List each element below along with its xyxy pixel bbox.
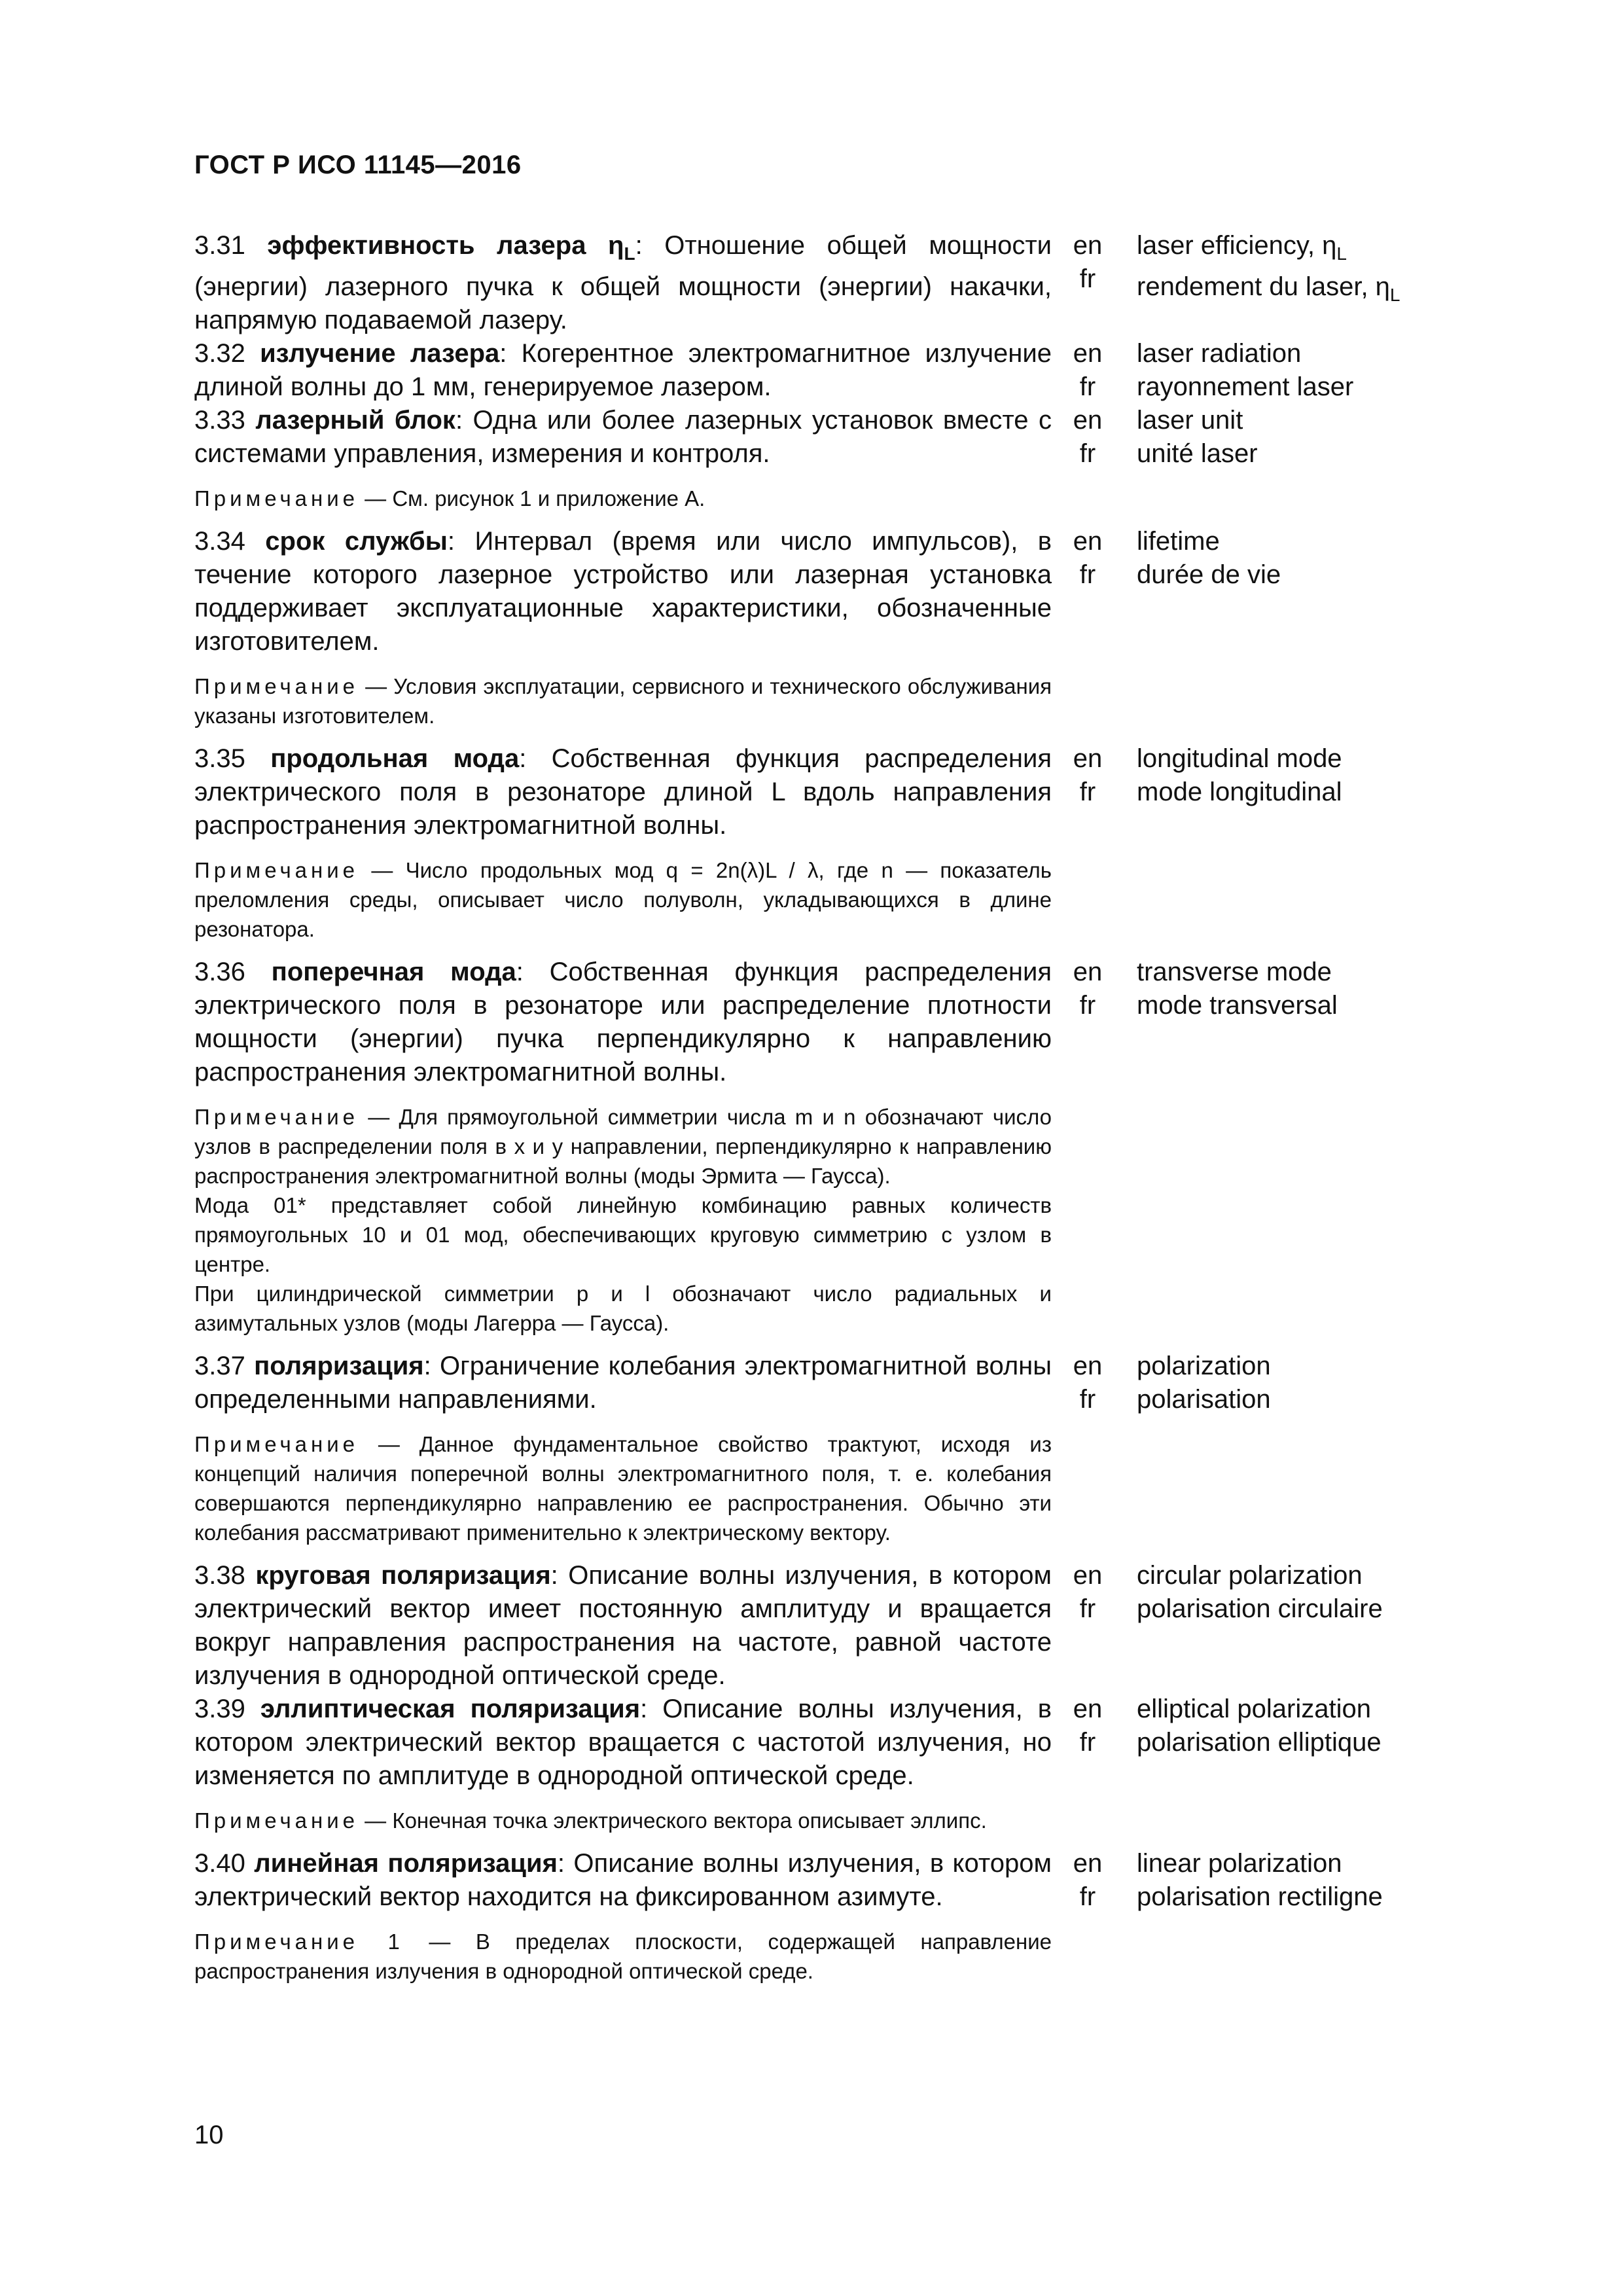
term-number: 3.39: [194, 1695, 245, 1723]
term-name: продольная мода: [270, 744, 520, 773]
term-number: 3.40: [194, 1849, 245, 1878]
term-definition: : Когерентное электромагнитное излучение длиной волны до 1 мм, генерируемое лазером.: [194, 339, 1052, 401]
terms-list: [194, 229, 1438, 1998]
french-equivalent: mode longitudinal: [1137, 778, 1342, 806]
term-entry-3-32: 3.32 излучение лазера: Когерентное электромагнитное излучение длиной волны до 1 мм, генерируемое лазером. en fr laser radiation rayonnement laser: [194, 337, 1438, 404]
note: Примечание — Условия эксплуатации, сервисного и технического обслуживания указаны изготовителем.: [194, 674, 1052, 728]
term-definition: : Описание волны излучения, в котором электрический вектор вращается с частотой излучения, но изменяется по амплитуде в однородной оптической среде.: [194, 1695, 1052, 1790]
english-equivalent: transverse mode: [1137, 958, 1332, 986]
term-number: 3.37: [194, 1352, 245, 1380]
term-name: срок службы: [265, 527, 448, 556]
note: Примечание — См. рисунок 1 и приложение А.: [194, 486, 705, 511]
term-name: излучение лазера: [260, 339, 500, 368]
note-label: Примечание: [194, 486, 359, 511]
french-equivalent: mode transversal: [1137, 991, 1338, 1020]
note: Примечание — Конечная точка электрического вектора описывает эллипс.: [194, 1808, 987, 1833]
french-equivalent: polarisation: [1137, 1385, 1271, 1414]
term-definition: : Интервал (время или число импульсов), в течение которого лазерное устройство или лазерная установка поддерживает эксплуатационные характеристики, обозначенные изготовителем.: [194, 527, 1052, 656]
term-name: лазерный блок: [255, 406, 455, 435]
term-number: 3.38: [194, 1561, 245, 1590]
term-entry-3-40: 3.40 линейная поляризация: Описание волны излучения, в котором электрический вектор находится на фиксированном азимуте. en fr linear polarization polarisation rectiligne: [194, 1847, 1438, 1914]
note: Примечание — Данное фундаментальное свойство трактуют, исходя из концепций наличия поперечной волны электромагнитного поля, т. е. колебания совершаются перпендикулярно направлению ее распространения. Обычно эти колебания рассматривают применительно к электрическому вектору.: [194, 1432, 1052, 1545]
note-label: Примечание: [194, 1105, 359, 1129]
term-number: 3.32: [194, 339, 245, 368]
note-label: Примечание: [194, 1808, 359, 1833]
term-entry-3-38: 3.38 круговая поляризация: Описание волны излучения, в котором электрический вектор имеет постоянную амплитуду и вращается вокруг направления распространения на частоте, равной частоте излучения в однородной оптической среде. en fr circular polarization polarisation circulaire: [194, 1559, 1438, 1693]
term-definition: : Отношение общей мощности (энергии) лазерного пучка к общей мощности (энергии) накачки, напрямую подаваемой лазеру.: [194, 231, 1052, 334]
term-entry-3-36: 3.36 поперечная мода: Собственная функция распределения электрического поля в резонаторе или распределение плотности мощности (энергии) пучка перпендикулярно к направлению распространения электромагнитной волны. en fr transverse mode mode transversal: [194, 956, 1438, 1089]
french-equivalent: durée de vie: [1137, 560, 1281, 589]
term-name: круговая поляризация: [255, 1561, 551, 1590]
note: Примечание 1 — В пределах плоскости, содержащей направление распространения излучения в однородной оптической среде.: [194, 1929, 1052, 1983]
term-number: 3.33: [194, 406, 245, 435]
french-equivalent: polarisation rectiligne: [1137, 1882, 1383, 1911]
term-definition: : Ограничение колебания электромагнитной волны определенными направлениями.: [194, 1352, 1052, 1414]
term-name: поперечная мода: [271, 958, 516, 986]
french-equivalent: unité laser: [1137, 439, 1258, 468]
term-number: 3.31: [194, 231, 245, 260]
term-entry-3-39: 3.39 эллиптическая поляризация: Описание волны излучения, в котором электрический вектор вращается с частотой излучения, но изменяется по амплитуде в однородной оптической среде. en fr elliptical polarization polarisation elliptique: [194, 1693, 1438, 1793]
english-equivalent: polarization: [1137, 1352, 1271, 1380]
english-equivalent: elliptical polarization: [1137, 1695, 1371, 1723]
term-name: поляризация: [254, 1352, 424, 1380]
french-equivalent: rendement du laser, $\eta_L$: [1137, 272, 1400, 305]
term-number: 3.35: [194, 744, 245, 773]
term-definition: : Собственная функция распределения электрического поля в резонаторе длиной L вдоль направления распространения электромагнитной волны.: [194, 744, 1052, 840]
term-entry-3-34: 3.34 срок службы: Интервал (время или число импульсов), в течение которого лазерное устройство или лазерная установка поддерживает эксплуатационные характеристики, обозначенные изготовителем. en fr lifetime durée de vie: [194, 525, 1438, 658]
term-definition: : Описание волны излучения, в котором электрический вектор имеет постоянную амплитуду и вращается вокруг направления распространения на частоте, равной частоте излучения в однородной оптической среде.: [194, 1561, 1052, 1690]
english-equivalent: laser radiation: [1137, 339, 1302, 368]
note-label: Примечание 1: [194, 1929, 404, 1954]
term-name: эффективность лазера $\eta_L$: [267, 231, 635, 264]
term-entry-3-37: 3.37 поляризация: Ограничение колебания электромагнитной волны определенными направлениями. en fr polarization polarisation: [194, 1350, 1438, 1416]
term-name: эллиптическая поляризация: [260, 1695, 641, 1723]
term-number: 3.36: [194, 958, 245, 986]
french-equivalent: polarisation circulaire: [1137, 1594, 1383, 1623]
note-label: Примечание: [194, 858, 359, 882]
french-equivalent: polarisation elliptique: [1137, 1728, 1382, 1757]
note: Примечание — Для прямоугольной симметрии числа m и n обозначают число узлов в распределении поля в x и y направлении, перпендикулярно к направлению распространения электромагнитной волны (моды Эрмита — Гаусса). Мода 01* представляет собой линейную комбинацию равных количеств прямоугольных 10 и 01 мод, обеспечивающих круговую симметрию с узлом в центре. При цилиндрической симметрии p и l обозначают число радиальных и азимутальных узлов (моды Лагерра — Гаусса).: [194, 1105, 1052, 1335]
english-equivalent: lifetime: [1137, 527, 1220, 556]
term-entry-3-33: 3.33 лазерный блок: Одна или более лазерных установок вместе с системами управления, измерения и контроля. en fr laser unit unité laser: [194, 404, 1438, 471]
english-equivalent: laser unit: [1137, 406, 1243, 435]
term-entry-3-35: 3.35 продольная мода: Собственная функция распределения электрического поля в резонаторе длиной L вдоль направления распространения электромагнитной волны. en fr longitudinal mode mode longitudinal: [194, 742, 1438, 842]
term-definition: : Описание волны излучения, в котором электрический вектор находится на фиксированном азимуте.: [194, 1849, 1052, 1911]
english-equivalent: longitudinal mode: [1137, 744, 1342, 773]
document-header: ГОСТ Р ИСО 11145—2016: [194, 151, 522, 179]
english-equivalent: laser efficiency, $\eta_L$: [1137, 231, 1347, 264]
term-definition: : Одна или более лазерных установок вместе с системами управления, измерения и контроля.: [194, 406, 1052, 468]
term-entry-3-31: 3.31 эффективность лазера $\eta_L$: Отношение общей мощности (энергии) лазерного пучка к общей мощности (энергии) накачки, напрямую подаваемой лазеру. en fr laser efficiency, $\eta_L$ rendement du laser, $\eta_L$: [194, 229, 1438, 337]
term-definition: : Собственная функция распределения электрического поля в резонаторе или распределение плотности мощности (энергии) пучка перпендикулярно к направлению распространения электромагнитной волны.: [194, 958, 1052, 1086]
note-label: Примечание: [194, 674, 359, 698]
note: Примечание — Число продольных мод q = 2n(λ)L / λ, где n — показатель преломления среды, описывает число полуволн, укладывающихся в длине резонатора.: [194, 858, 1052, 941]
english-equivalent: circular polarization: [1137, 1561, 1363, 1590]
term-number: 3.34: [194, 527, 245, 556]
page-number: 10: [194, 2121, 224, 2149]
term-name: линейная поляризация: [254, 1849, 558, 1878]
english-equivalent: linear polarization: [1137, 1849, 1342, 1878]
note-label: Примечание: [194, 1432, 359, 1456]
french-equivalent: rayonnement laser: [1137, 372, 1354, 401]
